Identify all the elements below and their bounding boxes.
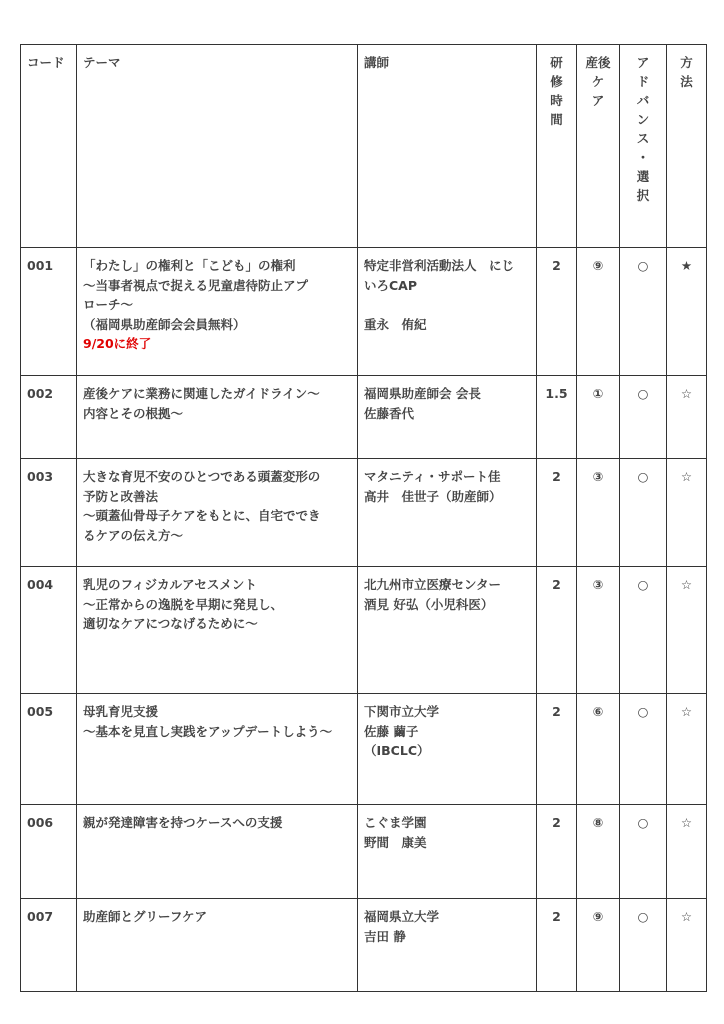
lecturer-cell — [358, 459, 537, 567]
course-table — [20, 44, 707, 992]
advance-mark: ○ — [637, 704, 649, 719]
postpartum-care-mark: ③ — [592, 469, 604, 484]
lecturer-cell — [358, 567, 537, 694]
postpartum-care-cell — [577, 694, 620, 805]
lecturer-line: 高井 佳世子（助産師） — [364, 488, 502, 504]
theme-cell — [77, 567, 358, 694]
code-cell — [21, 567, 77, 694]
lecturer-cell — [358, 694, 537, 805]
postpartum-care-cell — [577, 248, 620, 376]
lecturer-line: マタニティ・サポート佳 — [364, 469, 501, 484]
header-row — [21, 45, 707, 248]
table-row — [21, 805, 707, 899]
advance-mark: ○ — [637, 909, 649, 924]
method-mark: ☆ — [680, 909, 693, 924]
lecturer-line: 特定非営利活動法人 にじ — [364, 258, 515, 273]
method-cell — [667, 567, 707, 694]
advance-cell — [620, 805, 667, 899]
header-line: ド — [636, 74, 650, 89]
advance-mark: ○ — [637, 258, 649, 273]
table-row — [21, 694, 707, 805]
theme-line: （福岡県助産師会会員無料） — [83, 316, 246, 332]
theme-line: ～正常からの逸脱を早期に発見し、 — [83, 596, 284, 612]
lecturer-line: （IBCLC） — [364, 743, 430, 758]
lecturer-line: 酒見 好弘（小児科医） — [364, 596, 494, 612]
lecturer-line: 北九州市立医療センター — [364, 577, 502, 592]
training-hours: 2 — [552, 909, 561, 924]
table-row — [21, 899, 707, 992]
postpartum-care-cell — [577, 567, 620, 694]
method-cell — [667, 805, 707, 899]
course-code: 002 — [27, 386, 54, 401]
method-mark: ☆ — [680, 704, 693, 719]
method-cell — [667, 376, 707, 459]
header-code: コード — [21, 45, 77, 248]
method-mark: ★ — [680, 258, 693, 273]
code-cell — [21, 248, 77, 376]
course-code: 003 — [27, 469, 54, 484]
header-line: 択 — [636, 188, 650, 203]
course-code: 004 — [27, 577, 54, 592]
theme-line: 大きな育児不安のひとつである頭蓋変形の — [83, 469, 321, 484]
postpartum-care-mark: ⑨ — [592, 258, 604, 273]
table-row — [21, 459, 707, 567]
lecturer-line: 福岡県立大学 — [364, 909, 440, 924]
advance-cell — [620, 459, 667, 567]
theme-line: ～基本を見直し実践をアップデートしよう～ — [83, 723, 333, 739]
course-code: 001 — [27, 258, 54, 273]
training-hours: 2 — [552, 577, 561, 592]
header-line: 産後 — [585, 55, 611, 70]
theme-line: 予防と改善法 — [83, 488, 159, 504]
code-cell — [21, 459, 77, 567]
postpartum-care-mark: ⑧ — [592, 815, 604, 830]
lecturer-line: こぐま学園 — [364, 815, 427, 830]
theme-cell — [77, 694, 358, 805]
theme-line: 「わたし」の権利と「こども」の権利 — [83, 258, 296, 273]
method-cell — [667, 248, 707, 376]
header-hours — [537, 45, 577, 248]
training-hours: 1.5 — [545, 386, 568, 401]
theme-cell — [77, 376, 358, 459]
theme-line: 助産師とグリーフケア — [83, 909, 208, 924]
method-cell — [667, 694, 707, 805]
advance-mark: ○ — [637, 815, 649, 830]
header-line: ・ — [636, 150, 650, 165]
lecturer-line: 福岡県助産師会 会長 — [364, 386, 481, 401]
theme-line: ～当事者視点で捉える児童虐待防止アプ — [83, 277, 309, 293]
lecturer-line: 佐藤 繭子 — [364, 723, 419, 739]
header-advance — [620, 45, 667, 248]
header-line: 方 — [680, 55, 693, 70]
method-mark: ☆ — [680, 469, 693, 484]
hours-cell — [537, 805, 577, 899]
postpartum-care-mark: ⑨ — [592, 909, 604, 924]
method-mark: ☆ — [680, 815, 693, 830]
course-code: 005 — [27, 704, 54, 719]
lecturer-line — [364, 295, 530, 315]
lecturer-line: 佐藤香代 — [364, 405, 415, 421]
theme-line: 乳児のフィジカルアセスメント — [83, 577, 257, 592]
lecturer-cell — [358, 805, 537, 899]
header-line: ン — [636, 112, 650, 127]
training-hours: 2 — [552, 258, 561, 273]
lecturer-line: いろCAP — [364, 277, 418, 293]
advance-cell — [620, 376, 667, 459]
header-line: 選 — [636, 169, 650, 184]
table-row — [21, 248, 707, 376]
lecturer-line: 吉田 静 — [364, 928, 406, 944]
advance-mark: ○ — [637, 469, 649, 484]
hours-cell — [537, 899, 577, 992]
header-lecturer: 講師 — [358, 45, 537, 248]
table-row — [21, 376, 707, 459]
table-row — [21, 567, 707, 694]
hours-cell — [537, 459, 577, 567]
header-line: ア — [591, 93, 605, 108]
postpartum-care-cell — [577, 376, 620, 459]
header-method — [667, 45, 707, 248]
code-cell — [21, 899, 77, 992]
status-note: 9/20に終了 — [83, 336, 152, 351]
training-hours: 2 — [552, 469, 561, 484]
theme-line: るケアの伝え方～ — [83, 527, 184, 543]
header-line: 研 — [550, 55, 563, 70]
code-cell — [21, 376, 77, 459]
postpartum-care-cell — [577, 899, 620, 992]
header-line: ス — [636, 131, 650, 146]
course-code: 006 — [27, 815, 54, 830]
method-cell — [667, 459, 707, 567]
theme-line: 内容とその根拠～ — [83, 405, 184, 421]
header-line: 時 — [550, 93, 563, 108]
postpartum-care-cell — [577, 459, 620, 567]
theme-line: 親が発達障害を持つケースへの支援 — [83, 815, 283, 830]
lecturer-cell — [358, 376, 537, 459]
code-cell — [21, 694, 77, 805]
theme-cell — [77, 248, 358, 376]
postpartum-care-mark: ③ — [592, 577, 604, 592]
header-line: 間 — [550, 112, 563, 127]
advance-mark: ○ — [637, 386, 649, 401]
advance-mark: ○ — [637, 577, 649, 592]
lecturer-cell — [358, 899, 537, 992]
theme-line: 産後ケアに業務に関連したガイドライン～ — [83, 386, 320, 401]
code-cell — [21, 805, 77, 899]
header-line: 修 — [550, 74, 563, 89]
theme-line: 適切なケアにつなげるために～ — [83, 616, 258, 631]
theme-cell — [77, 805, 358, 899]
header-line: ケ — [591, 74, 605, 89]
theme-cell — [77, 459, 358, 567]
lecturer-line: 野間 康美 — [364, 834, 427, 850]
theme-line: ～頭蓋仙骨母子ケアをもとに、自宅ででき — [83, 508, 321, 523]
training-hours: 2 — [552, 704, 561, 719]
header-line: ア — [636, 55, 650, 70]
advance-cell — [620, 899, 667, 992]
method-cell — [667, 899, 707, 992]
header-theme: テーマ — [77, 45, 358, 248]
postpartum-care-mark: ⑥ — [592, 704, 604, 719]
lecturer-line: 下関市立大学 — [364, 704, 440, 719]
advance-cell — [620, 694, 667, 805]
hours-cell — [537, 376, 577, 459]
header-line: 法 — [680, 74, 693, 89]
theme-line: ローチ～ — [83, 297, 134, 312]
hours-cell — [537, 694, 577, 805]
theme-cell — [77, 899, 358, 992]
lecturer-line: 重永 侑紀 — [364, 316, 427, 332]
course-code: 007 — [27, 909, 54, 924]
method-mark: ☆ — [680, 386, 693, 401]
postpartum-care-cell — [577, 805, 620, 899]
hours-cell — [537, 248, 577, 376]
hours-cell — [537, 567, 577, 694]
postpartum-care-mark: ① — [592, 386, 604, 401]
method-mark: ☆ — [680, 577, 693, 592]
advance-cell — [620, 248, 667, 376]
header-line: バ — [636, 93, 650, 108]
training-hours: 2 — [552, 815, 561, 830]
header-postpartum-care — [577, 45, 620, 248]
theme-line: 母乳育児支援 — [83, 704, 159, 719]
advance-cell — [620, 567, 667, 694]
lecturer-cell — [358, 248, 537, 376]
